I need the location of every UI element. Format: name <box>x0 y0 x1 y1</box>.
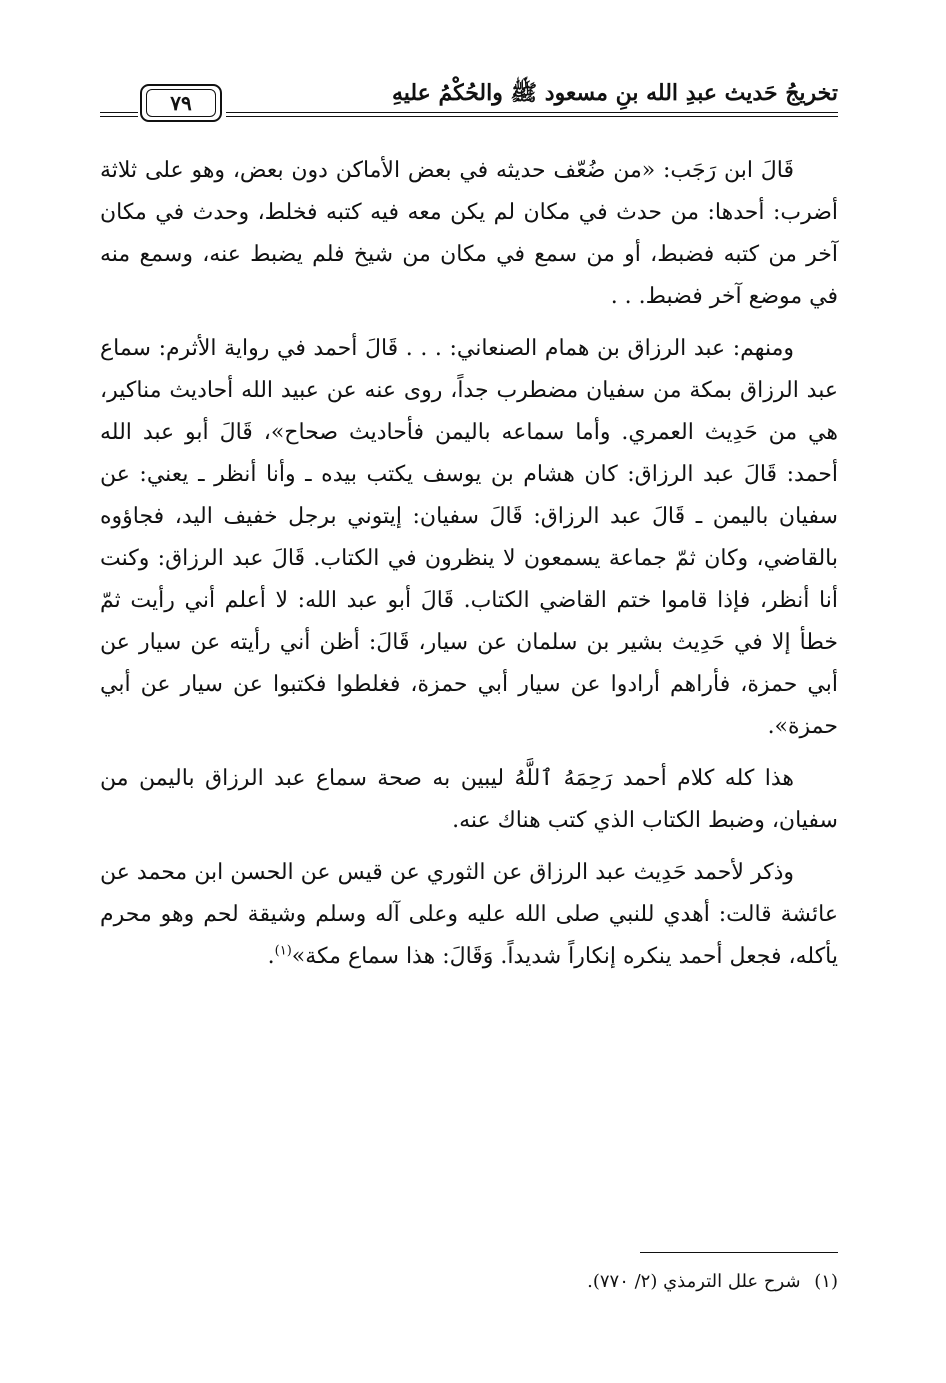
footnote-reference: (١) <box>274 943 292 959</box>
header-title: تخريجُ حَديث عبدِ الله بنِ مسعود ﷺ والحُكْمُ عليهِ <box>391 80 838 106</box>
footnote-separator <box>640 1252 838 1253</box>
footnote-text: شرح علل الترمذي (٢/ ٧٧٠). <box>587 1271 801 1292</box>
header-rule <box>100 112 138 113</box>
paragraph-text: وذكر لأحمد حَدِيث عبد الرزاق عن الثوري عن قيس عن الحسن ابن محمد عن عائشة قالت: أهدي للنبي صلى الله عليه وعلى آله وسلم وشيقة لحم وهو محرم يأكله، فجعل أحمد ينكره إنكاراً شديداً. وَقَالَ: هذا سماع مكة» <box>100 860 838 969</box>
paragraph: قَالَ ابن رَجَب: «من ضُعّف حديثه في بعض الأماكن دون بعض، وهو على ثلاثة أضرب: أحدها: من حدث في مكان لم يكن معه فيه كتبه فخلط، وحدث في مكان آخر من كتبه فضبط، أو من سمع في مكان من شيخ فلم يضبط عنه، وسمع منه في موضع آخر فضبط. . . <box>100 158 838 309</box>
footnote-marker: (١) <box>814 1271 838 1292</box>
header-rule <box>100 116 138 117</box>
main-text <box>100 150 838 978</box>
footnote <box>108 1268 838 1296</box>
paragraph: هذا كله كلام أحمد رَحِمَهُ ٱللَّهُ ليبين به صحة سماع عبد الرزاق باليمن من سفيان، وضبط الكتاب الذي كتب هناك عنه. <box>100 766 838 833</box>
page-number: ٧٩ <box>146 89 216 117</box>
header-rule <box>226 116 838 117</box>
paragraph <box>100 852 838 978</box>
paragraph-end: . <box>267 944 275 969</box>
paragraph: ومنهم: عبد الرزاق بن همام الصنعاني: . . . قَالَ أحمد في رواية الأثرم: سماع عبد الرزاق بمكة من سفيان مضطرب جداً، روى عنه عن عبيد الله أحاديث مناكير، هي من حَدِيث العمري. وأما سماعه باليمن فأحاديث صحاح»، قَالَ أبو عبد الله أحمد: قَالَ عبد الرزاق: كان هشام بن يوسف يكتب بيده ـ وأنا أنظر ـ يعني: عن سفيان باليمن ـ قَالَ عبد الرزاق: قَالَ سفيان: إيتوني برجل خفيف اليد، فجاؤوه بالقاضي، وكان ثمّ جماعة يسمعون لا ينظرون في الكتاب. قَالَ عبد الرزاق: وكنت أنا أنظر، فإذا قاموا ختم القاضي الكتاب. قَالَ أبو عبد الله: لا أعلم أني رأيت ثمّ خطأ إلا في حَدِيث بشير بن سلمان عن سيار، قَالَ: أظن أني رأيته عن سيار عن أبي حمزة، فأراهم أرادوا عن سيار أبي حمزة، فغلطوا فكتبوا عن سيار عن أبي حمزة». <box>100 336 838 739</box>
header-rule <box>226 112 838 113</box>
page-number-frame <box>140 84 222 122</box>
running-header <box>100 78 838 122</box>
